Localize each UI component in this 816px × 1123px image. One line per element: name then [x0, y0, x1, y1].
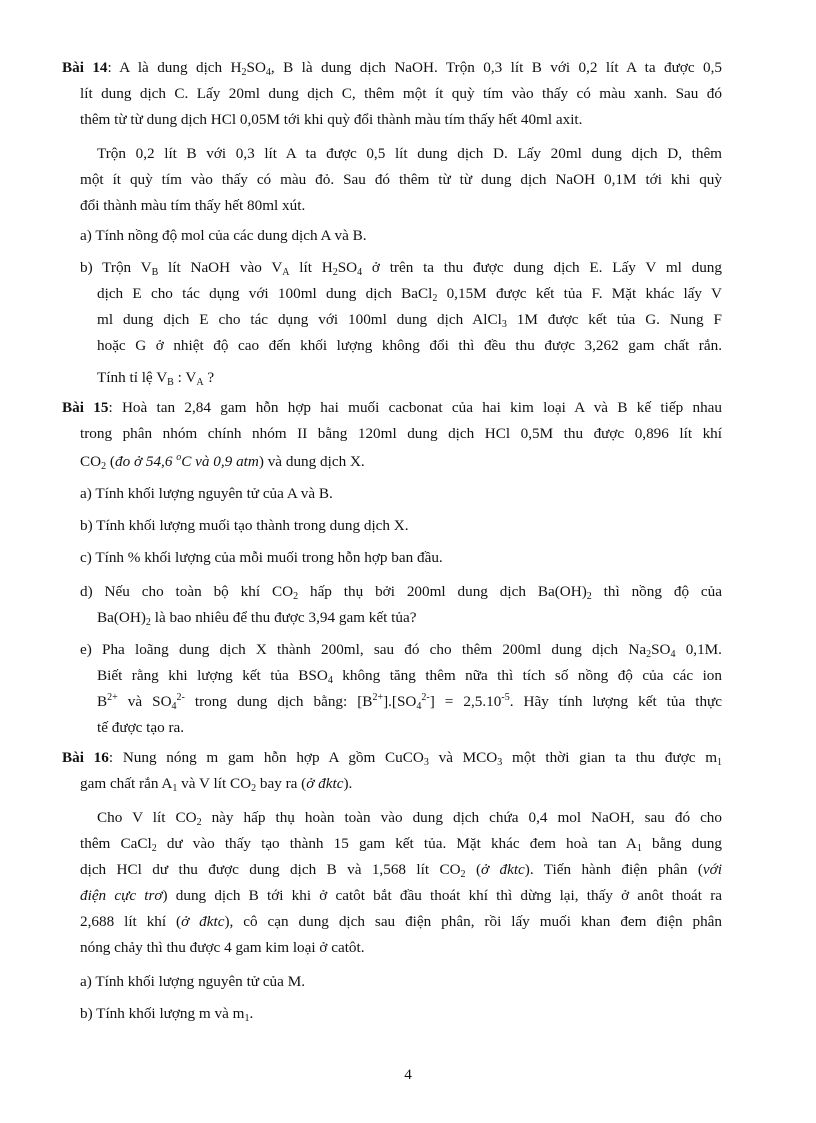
text-line: Bài 15: Hoà tan 2,84 gam hỗn hợp hai muối cacbonat của hai kim loại A và B kế tiếp nhau — [62, 399, 722, 416]
text-line: thêm từ từ dung dịch HCl 0,05M tới khi quỳ đổi thành màu tím thấy hết 40ml axit. — [80, 111, 583, 128]
text-line: d) Nếu cho toàn bộ khí $CO_2$ hấp thụ bởi 200ml dung dịch $Ba(OH)_2$ thì nồng độ của — [80, 583, 722, 602]
text-line: Tính tỉ lệ $V_B$ : $V_A$ ? — [97, 369, 215, 388]
text-line: nóng chảy thì thu được 4 gam kim loại ở catôt. — [80, 939, 365, 956]
text-line: ml dung dịch E cho tác dụng với 100ml dung dịch AlCl$_3$ 1M được kết tủa G. Nung F — [97, 311, 722, 330]
text-line: $Ba(OH)_2$ là bao nhiêu để thu được 3,94 gam kết tủa? — [97, 609, 417, 628]
page-number: 4 — [404, 1066, 412, 1083]
text-line: hoặc G ở nhiệt độ cao đến khối lượng không đổi thì đều thu được 3,262 gam chất rắn. — [97, 337, 722, 354]
text-line: một ít quỳ tím vào thấy có màu đỏ. Sau đó thêm từ từ dung dịch NaOH 0,1M tới khi quỳ — [80, 171, 722, 188]
text-line: điện cực trơ) dung dịch B tới khi ở catôt bắt đầu thoát khí thì dừng lại, thấy ở anôt thoát ra — [80, 887, 722, 904]
text-line: tế được tạo ra. — [97, 719, 185, 736]
text-line: Bài 14: A là dung dịch $H_2SO_4$, B là dung dịch NaOH. Trộn 0,3 lít B với 0,2 lít A ta được 0,5 — [62, 59, 722, 78]
text-line: $CO_2$ (đo ở 54,6 $^o$C và 0,9 atm) và dung dịch X. — [80, 452, 365, 472]
text-line: gam chất rắn $A_1$ và V lít $CO_2$ bay ra (ở đktc). — [80, 775, 353, 794]
text-line: a) Tính nồng độ mol của các dung dịch A và B. — [80, 227, 367, 244]
text-line: 2,688 lít khí (ở đktc), cô cạn dung dịch sau điện phân, rồi lấy muối khan đem điện phân — [80, 913, 723, 930]
text-line: dịch E cho tác dụng với 100ml dung dịch BaCl$_2$ 0,15M được kết tủa F. Mặt khác lấy V — [97, 285, 722, 304]
text-line: a) Tính khối lượng nguyên tử của M. — [80, 973, 305, 990]
text-line: lít dung dịch C. Lấy 20ml dung dịch C, thêm một ít quỳ tím vào thấy có màu xanh. Sau đó — [80, 85, 722, 102]
text-line: đổi thành màu tím thấy hết 80ml xút. — [80, 197, 306, 214]
text-line: Bài 16: Nung nóng m gam hỗn hợp A gồm CuCO$_3$ và $MCO_3$ một thời gian ta thu được $m_1$ — [62, 749, 723, 768]
text-line: e) Pha loãng dung dịch X thành 200ml, sau đó cho thêm 200ml dung dịch $Na_2SO_4$ 0,1M. — [80, 641, 722, 660]
text-line: trong phân nhóm chính nhóm II bằng 120ml dung dịch HCl 0,5M thu được 0,896 lít khí — [80, 425, 722, 442]
text-line: b) Tính khối lượng muối tạo thành trong dung dịch X. — [80, 517, 409, 534]
text-line: Cho V lít $CO_2$ này hấp thụ hoàn toàn vào dung dịch chứa 0,4 mol NaOH, sau đó cho — [97, 809, 722, 828]
text-line: c) Tính % khối lượng của mỗi muối trong hỗn hợp ban đầu. — [80, 549, 443, 566]
text-line: b) Tính khối lượng m và $m_1$. — [80, 1005, 254, 1024]
text-line: Trộn 0,2 lít B với 0,3 lít A ta được 0,5 lít dung dịch D. Lấy 20ml dung dịch D, thêm — [97, 145, 722, 162]
text-line: $B^{2+}$ và $SO_4^{2-}$ trong dung dịch bằng: $[B^{2+}].[SO_4^{2-}] = 2,5.10^{-5}$. Hãy tính lượng kết tủa thực — [97, 692, 723, 712]
text-line: thêm CaCl$_2$ dư vào thấy tạo thành 15 gam kết tủa. Mặt khác đem hoà $\tan A_1$ bằng dung — [80, 835, 722, 854]
text-line: b) Trộn $V_B$ lít NaOH vào $V_A$ lít $H_2SO_4$ ở trên ta thu được dung dịch E. Lấy V ml dung — [80, 259, 722, 278]
text-line: Biết rằng khi lượng kết tủa $BSO_4$ không tăng thêm nữa thì tích số nồng độ của các ion — [97, 667, 722, 686]
text-line: dịch HCl dư thu được dung dịch B và 1,568 lít $CO_2$ (ở đktc). Tiến hành điện phân (với — [80, 861, 722, 880]
text-line: a) Tính khối lượng nguyên tử của A và B. — [80, 485, 333, 502]
